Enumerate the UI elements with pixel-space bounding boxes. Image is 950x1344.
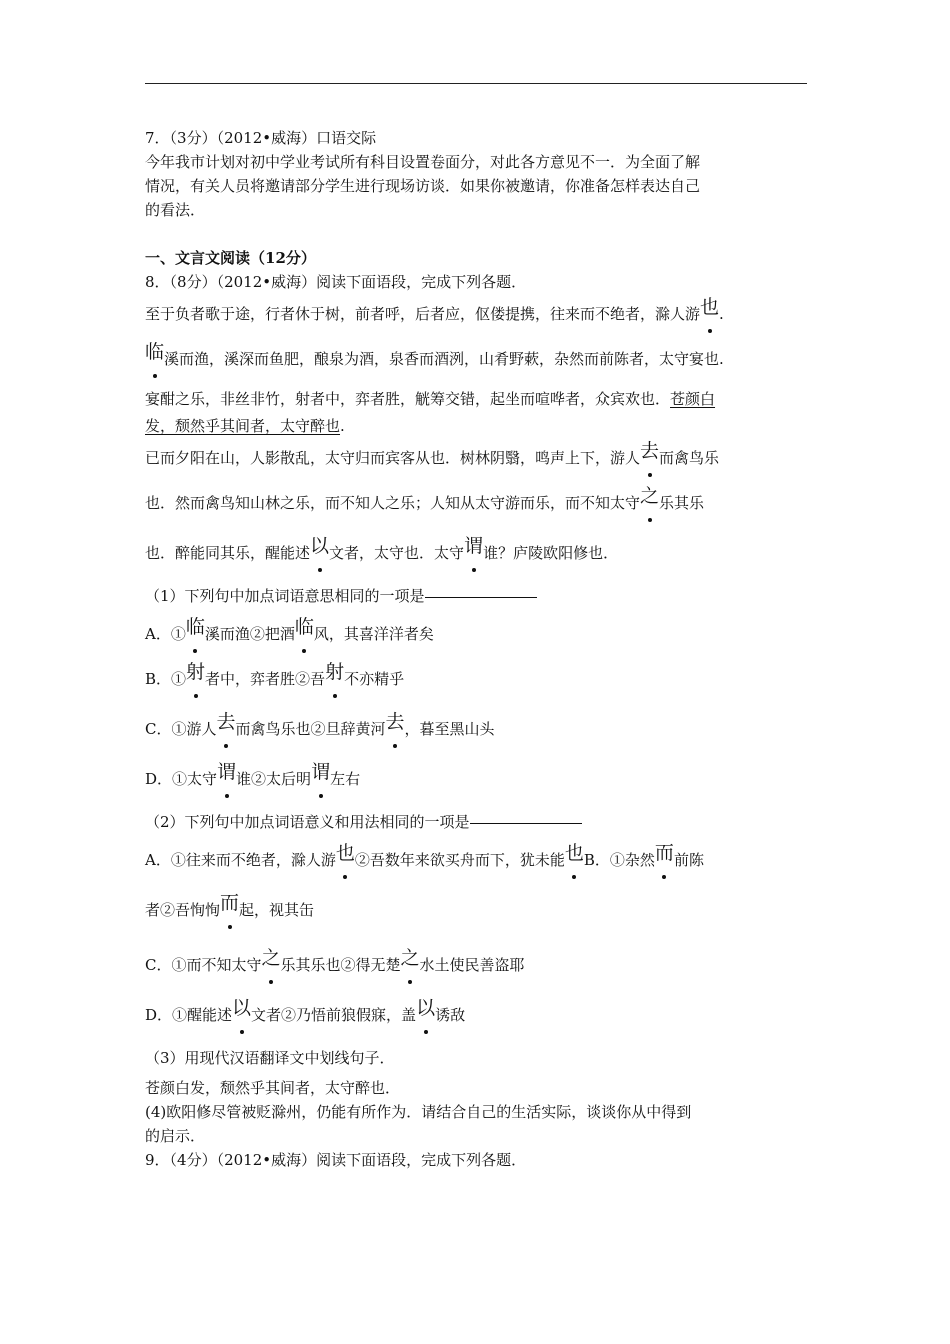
passage-text: 宴酣之乐，非丝非竹，射者中，弈者胜，觥筹交错，起坐而喧哗者，众宾欢也． — [145, 390, 671, 408]
sub1-option-a — [145, 614, 811, 654]
option-text: B．①杂然 — [583, 851, 655, 869]
dotted-word: 临 — [145, 341, 165, 363]
dotted-word: 以 — [310, 535, 330, 557]
answer-blank[interactable] — [470, 822, 582, 824]
dotted-word: 谓 — [217, 761, 237, 783]
sub1-stem-text: （1）下列句中加点词语意思相同的一项是 — [145, 587, 425, 605]
option-text: 者中，弈者胜②吾 — [205, 670, 326, 688]
dotted-word: 而 — [654, 842, 674, 864]
dotted-word: 去 — [385, 711, 405, 733]
passage-line-3 — [145, 384, 811, 414]
dotted-word: 射 — [325, 661, 345, 683]
sub2-option-d — [145, 990, 811, 1040]
option-text: C．①游人 — [145, 720, 217, 738]
option-text: 前陈 — [673, 851, 704, 869]
q7-line-2: 情况，有关人员将邀请部分学生进行现场访谈．如果你被邀请，你准备怎样表达自己 — [145, 177, 701, 195]
dotted-word: 谓 — [311, 761, 331, 783]
dotted-word: 之 — [640, 485, 660, 507]
dotted-word: 之 — [261, 947, 281, 969]
passage-text: 也．然而禽鸟知山林之乐，而不知人之乐；人知从太守游而乐，而不知太守 — [145, 494, 641, 512]
dotted-word: 以 — [416, 997, 436, 1019]
sub2-option-b-cont — [145, 880, 811, 940]
dotted-word: 谓 — [464, 535, 484, 557]
q7-line-1: 今年我市计划对初中学业考试所有科目设置卷面分，对此各方意见不一．为全面了解 — [145, 153, 701, 171]
option-text: 者②吾恂恂 — [145, 901, 221, 919]
sub2-stem — [145, 804, 811, 840]
dotted-word: 去 — [216, 711, 236, 733]
spacer — [145, 222, 811, 246]
passage-line-4 — [145, 414, 811, 438]
sub4-line-1: (4)欧阳修尽管被贬滁州，仍能有所作为．请结合自己的生活实际，谈谈你从中得到 — [145, 1103, 692, 1121]
dotted-word: 临 — [185, 616, 205, 638]
option-text: A．① — [145, 625, 186, 643]
q8-header: 8．（8分）（2012•威海）阅读下面语段，完成下列各题． — [145, 273, 527, 291]
q9-header: 9．（4分）（2012•威海）阅读下面语段，完成下列各题． — [145, 1151, 527, 1169]
passage-line-1 — [145, 294, 811, 334]
option-text: A．①往来而不绝者，滁人游 — [145, 851, 336, 869]
option-text: 谁②太后明 — [236, 770, 312, 788]
passage-text: 而禽鸟乐 — [659, 449, 720, 467]
option-text: 左右 — [330, 770, 361, 788]
passage-text: 已而夕阳在山，人影散乱，太守归而宾客从也．树林阴翳，鸣声上下，游人 — [145, 449, 641, 467]
option-text: C．①而不知太守 — [145, 956, 262, 974]
option-text: ②吾数年来欲买舟而下，犹未能 — [354, 851, 565, 869]
dotted-word: 以 — [232, 997, 252, 1019]
option-text: D．①醒能述 — [145, 1006, 233, 1024]
passage-text: 乐其乐 — [659, 494, 705, 512]
option-text: 文者②乃悟前狼假寐，盖 — [251, 1006, 417, 1024]
option-text: B．① — [145, 670, 187, 688]
sub3-stem: （3）用现代汉语翻译文中划线句子． — [145, 1049, 395, 1067]
passage-text: . — [719, 305, 724, 323]
dotted-word: 之 — [400, 947, 420, 969]
sub2-stem-text: （2）下列句中加点词语意义和用法相同的一项是 — [145, 813, 470, 831]
sub1-stem — [145, 578, 811, 614]
sub2-option-ab — [145, 840, 811, 880]
passage-text: 至于负者歌于途，行者休于树，前者呼，后者应，伛偻提携，往来而不绝者，滁人游 — [145, 305, 701, 323]
passage-line-7 — [145, 528, 811, 578]
passage-line-2 — [145, 334, 811, 384]
passage-text: 文者，太守也．太守 — [329, 544, 465, 562]
q7-line-3: 的看法． — [145, 201, 206, 219]
dotted-word: 去 — [640, 440, 660, 462]
option-text: 诱敌 — [435, 1006, 466, 1024]
option-text: D．①太守 — [145, 770, 218, 788]
answer-blank[interactable] — [425, 596, 537, 598]
option-text: 乐其乐也②得无楚 — [280, 956, 401, 974]
sub2-option-c — [145, 940, 811, 990]
underlined-sentence: 发，颓然乎其间者，太守醉也 — [145, 417, 341, 435]
underlined-sentence: 苍颜白 — [670, 390, 716, 408]
sub1-option-b — [145, 654, 811, 704]
sub1-option-d — [145, 754, 811, 804]
passage-line-5 — [145, 438, 811, 478]
passage-text: 谁？庐陵欧阳修也． — [483, 544, 619, 562]
option-text: 溪而渔②把酒 — [204, 625, 295, 643]
section-heading: 一、文言文阅读（12分） — [145, 249, 316, 267]
option-text: 不亦精乎 — [344, 670, 405, 688]
option-text: 而禽鸟乐也②旦辞黄河 — [235, 720, 386, 738]
dotted-word: 也 — [700, 296, 720, 318]
passage-text: 也．醉能同其乐，醒能述 — [145, 544, 311, 562]
option-text: 水土使民善盗耶 — [419, 956, 525, 974]
passage-text: 溪而渔，溪深而鱼肥，酿泉为酒，泉香而酒洌，山肴野蔌，杂然而前陈者，太守宴也. — [164, 350, 724, 368]
exam-page — [145, 126, 811, 1172]
dotted-word: 射 — [186, 661, 206, 683]
sub4-line-2: 的启示． — [145, 1127, 206, 1145]
passage-text: . — [340, 417, 345, 435]
dotted-word: 也 — [335, 842, 355, 864]
option-text: ，暮至黑山头 — [404, 720, 495, 738]
q7-header: 7．（3分）（2012•威海）口语交际 — [145, 129, 377, 147]
option-text: 起，视其缶 — [239, 901, 315, 919]
sub3-text: 苍颜白发，颓然乎其间者，太守醉也． — [145, 1079, 401, 1097]
header-rule — [145, 83, 807, 84]
sub1-option-c — [145, 704, 811, 754]
option-text: 风，其喜洋洋者矣 — [313, 625, 434, 643]
dotted-word: 临 — [294, 616, 314, 638]
passage-line-6 — [145, 478, 811, 528]
dotted-word: 也 — [564, 842, 584, 864]
dotted-word: 而 — [220, 892, 240, 914]
